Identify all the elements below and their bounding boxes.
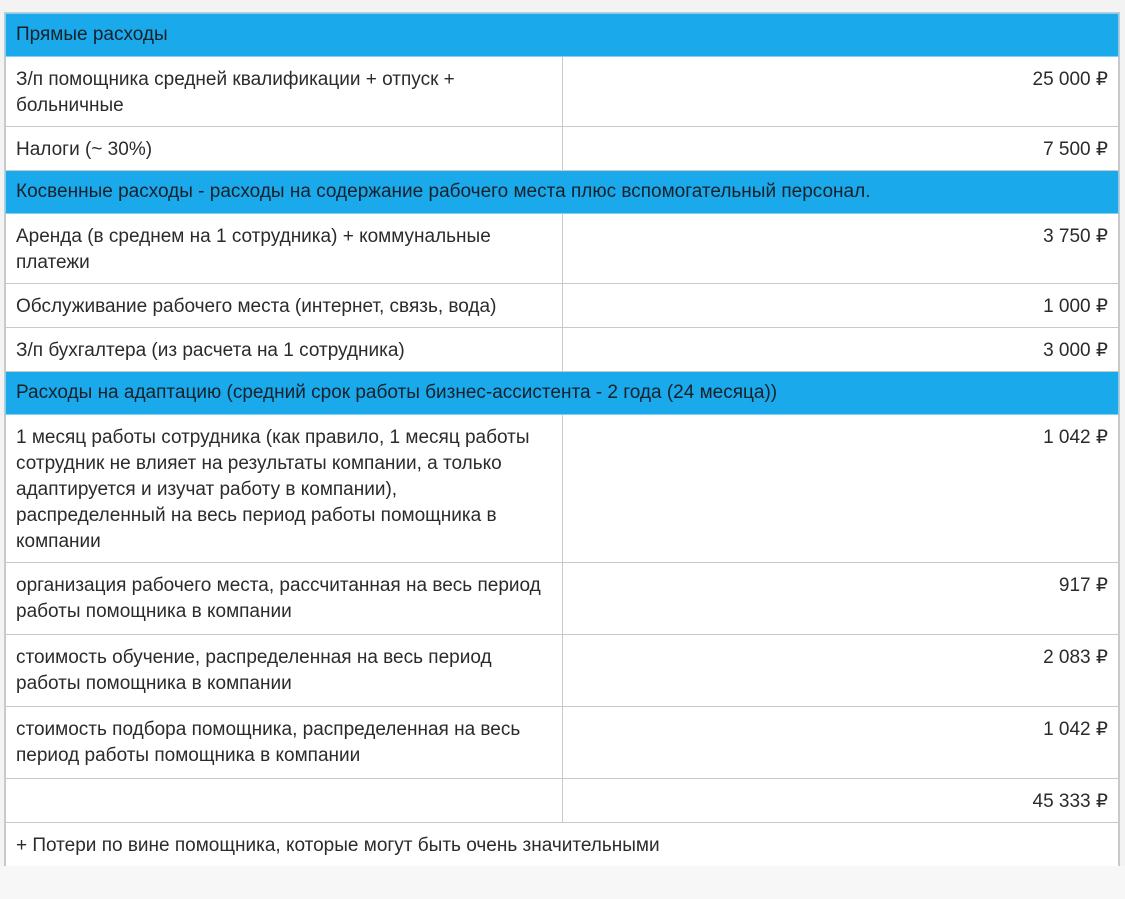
section-header-adaptation	[6, 372, 1119, 415]
section-title: Косвенные расходы - расходы на содержание рабочего места плюс вспомогательный персонал.	[6, 171, 1119, 214]
row-label: стоимость обучение, распределенная на весь период работы помощника в компании	[6, 635, 563, 707]
total-row	[6, 779, 1119, 823]
total-amount: 45 333 ₽	[562, 779, 1119, 823]
bottom-margin	[0, 866, 1125, 899]
section-title: Прямые расходы	[6, 14, 1119, 57]
total-label	[6, 779, 563, 823]
row-label: организация рабочего места, рассчитанная на весь период работы помощника в компании	[6, 563, 563, 635]
table-row	[6, 707, 1119, 779]
note-text: + Потери по вине помощника, которые могут быть очень значительными	[6, 823, 1119, 868]
note-row	[6, 823, 1119, 868]
row-amount: 2 083 ₽	[562, 635, 1119, 707]
expense-table-container	[4, 12, 1120, 869]
row-label: З/п бухгалтера (из расчета на 1 сотрудника)	[6, 328, 563, 372]
row-amount: 1 042 ₽	[562, 707, 1119, 779]
section-title: Расходы на адаптацию (средний срок работы бизнес-ассистента - 2 года (24 месяца))	[6, 372, 1119, 415]
row-amount: 917 ₽	[562, 563, 1119, 635]
row-label: Аренда (в среднем на 1 сотрудника) + коммунальные платежи	[6, 214, 563, 284]
table-row	[6, 328, 1119, 372]
section-header-direct	[6, 14, 1119, 57]
row-label: стоимость подбора помощника, распределенная на весь период работы помощника в компании	[6, 707, 563, 779]
table-row	[6, 127, 1119, 171]
row-amount: 1 042 ₽	[562, 415, 1119, 563]
table-row	[6, 415, 1119, 563]
table-row	[6, 284, 1119, 328]
section-header-indirect	[6, 171, 1119, 214]
row-amount: 7 500 ₽	[562, 127, 1119, 171]
row-amount: 3 750 ₽	[562, 214, 1119, 284]
row-label: З/п помощника средней квалификации + отпуск + больничные	[6, 57, 563, 127]
row-label: Обслуживание рабочего места (интернет, связь, вода)	[6, 284, 563, 328]
row-amount: 3 000 ₽	[562, 328, 1119, 372]
table-row	[6, 635, 1119, 707]
row-label: Налоги (~ 30%)	[6, 127, 563, 171]
expense-table	[5, 13, 1119, 868]
table-row	[6, 563, 1119, 635]
table-row	[6, 214, 1119, 284]
row-amount: 25 000 ₽	[562, 57, 1119, 127]
row-amount: 1 000 ₽	[562, 284, 1119, 328]
row-label: 1 месяц работы сотрудника (как правило, 1 месяц работы сотрудник не влияет на результаты компании, а только адаптируется и изучат работу в компании), распределенный на весь период работы помощника в компании	[6, 415, 563, 563]
table-row	[6, 57, 1119, 127]
